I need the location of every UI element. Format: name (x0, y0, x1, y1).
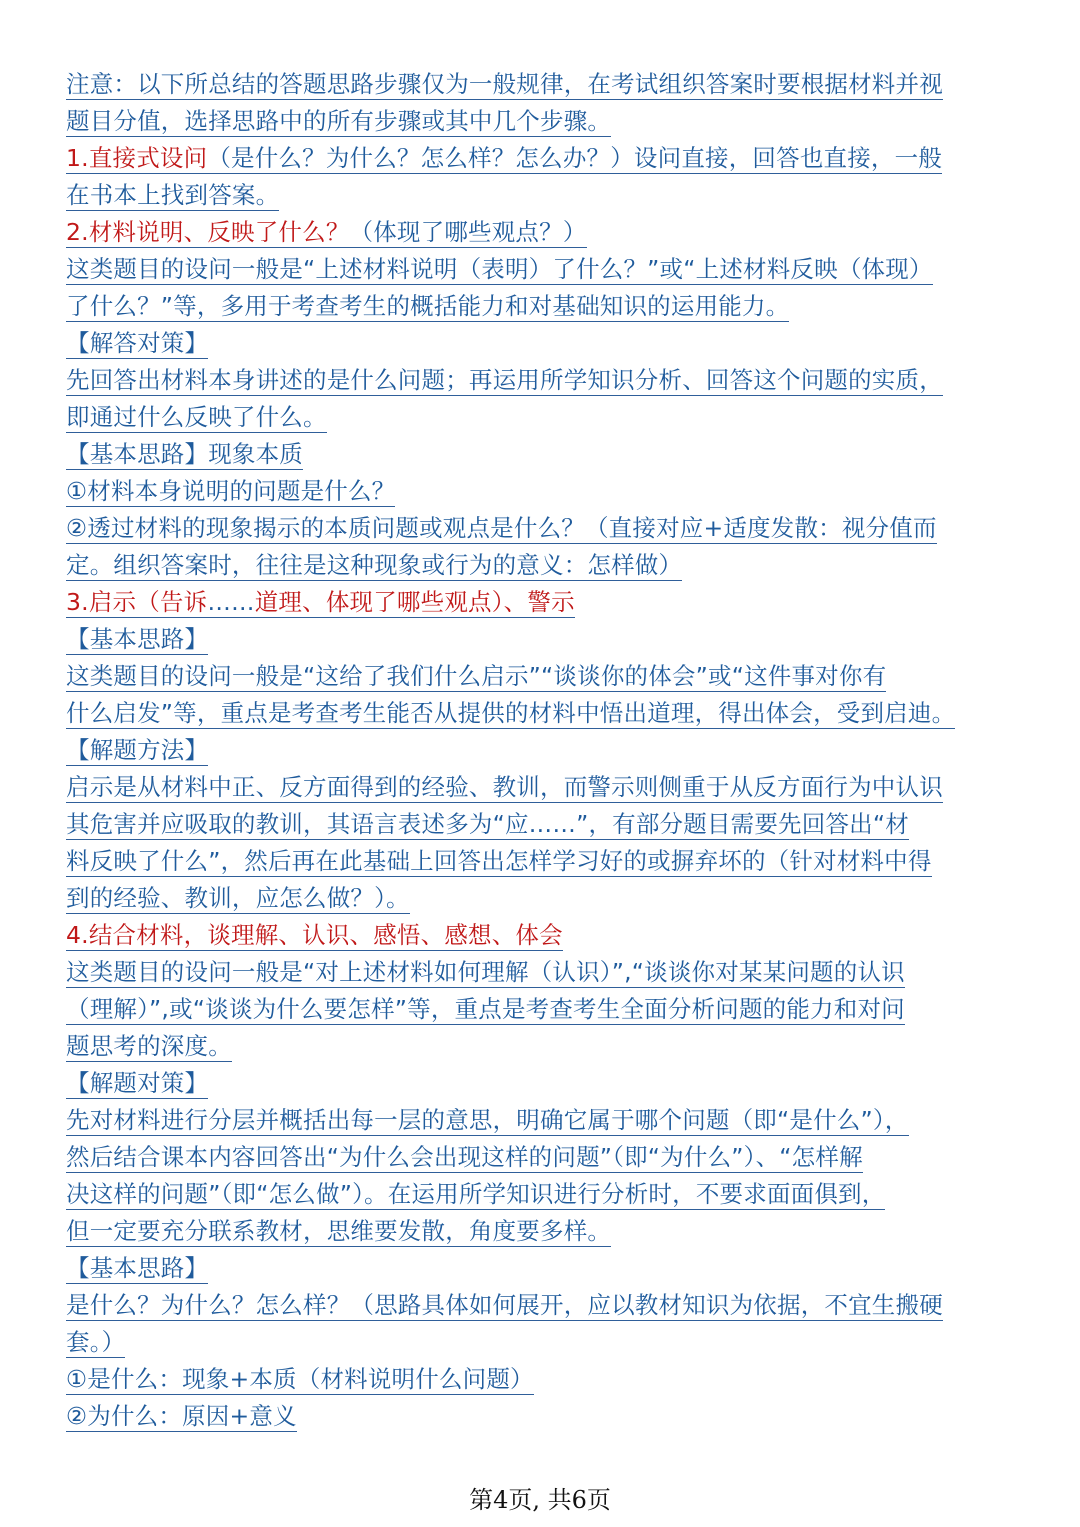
text-line (66, 1250, 1026, 1287)
body-segment: …… (207, 588, 255, 616)
underlined-text (66, 144, 942, 174)
body-segment: 先对材料进行分层并概括出每一层的意思，明确它属于哪个问题（即“是什么”）， (66, 1106, 909, 1134)
body-segment: ②透过材料的现象揭示的本质问题或观点是什么？（直接对应+适度发散：视分值而 (66, 514, 937, 542)
underlined-text (66, 292, 789, 322)
underlined-text (66, 625, 208, 655)
underlined-text (66, 588, 575, 618)
underlined-text (66, 181, 279, 211)
underlined-text (66, 1180, 885, 1210)
body-segment: 注意：以下所总结的答题思路步骤仅为一般规律，在考试组织答案时要根据材料并视 (66, 70, 943, 98)
body-segment: 【基本思路】现象本质 (66, 440, 303, 468)
underlined-text (66, 884, 410, 914)
text-line (66, 399, 1026, 436)
underlined-text (66, 958, 905, 988)
body-segment: 到的经验、教训，应怎么做？）。 (66, 884, 410, 912)
body-segment: 【解答对策】 (66, 329, 209, 357)
text-line (66, 954, 1026, 991)
text-line (66, 991, 1026, 1028)
text-line (66, 251, 1026, 288)
body-segment: 【解题对策】 (66, 1069, 209, 1097)
heading-segment: 3.启示（告诉 (66, 588, 208, 616)
underlined-text (66, 773, 943, 803)
heading-segment: 2.材料说明、反映了什么？ (66, 218, 350, 246)
document-body (66, 66, 1026, 1435)
text-line (66, 103, 1026, 140)
text-line (66, 917, 1026, 954)
underlined-text (66, 551, 682, 581)
body-segment: 即通过什么反映了什么。 (66, 403, 327, 431)
underlined-text (66, 1106, 909, 1136)
body-segment: 然后结合课本内容回答出“为什么会出现这样的问题”（即“为什么”）、“怎样解 (66, 1143, 863, 1171)
text-line (66, 362, 1026, 399)
body-segment: （体现了哪些观点？） (349, 218, 587, 246)
underlined-text (66, 1254, 208, 1284)
body-segment: 题思考的深度。 (66, 1032, 232, 1060)
text-line (66, 658, 1026, 695)
heading-segment: 1.直接式设问 (66, 144, 208, 172)
underlined-text (66, 847, 932, 877)
body-segment: 【基本思路】 (66, 1254, 209, 1282)
heading-segment: 道理、体现了哪些观点）、警示 (254, 588, 575, 616)
text-line (66, 806, 1026, 843)
body-segment: （理解）”,或“谈谈为什么要怎样”等，重点是考查考生全面分析问题的能力和对问 (66, 995, 905, 1023)
text-line (66, 584, 1026, 621)
text-line (66, 140, 1026, 177)
text-line (66, 621, 1026, 658)
underlined-text (66, 366, 943, 396)
text-line (66, 1287, 1026, 1324)
underlined-text (66, 810, 909, 840)
body-segment: 料反映了什么”，然后再在此基础上回答出怎样学习好的或摒弃坏的（针对材料中得 (66, 847, 932, 875)
text-line (66, 732, 1026, 769)
underlined-text (66, 1069, 208, 1099)
heading-segment: 4.结合材料，谈理解、认识、感悟、感想、体会 (66, 921, 563, 949)
text-line (66, 1176, 1026, 1213)
underlined-text (66, 662, 886, 692)
underlined-text (66, 477, 395, 507)
body-segment: 是什么？为什么？怎么样？（思路具体如何展开，应以教材知识为依据，不宜生搬硬 (66, 1291, 943, 1319)
body-segment: 了什么？”等，多用于考查考生的概括能力和对基础知识的运用能力。 (66, 292, 790, 320)
body-segment: 先回答出材料本身讲述的是什么问题；再运用所学知识分析、回答这个问题的实质， (66, 366, 943, 394)
underlined-text (66, 329, 208, 359)
underlined-text (66, 1402, 297, 1432)
text-line (66, 214, 1026, 251)
text-line (66, 1324, 1026, 1361)
text-line (66, 880, 1026, 917)
body-segment: 什么启发”等，重点是考查考生能否从提供的材料中悟出道理，得出体会，受到启迪。 (66, 699, 956, 727)
text-line (66, 769, 1026, 806)
underlined-text (66, 107, 611, 137)
body-segment: 但一定要充分联系教材，思维要发散，角度要多样。 (66, 1217, 612, 1245)
underlined-text (66, 403, 327, 433)
body-segment: 这类题目的设问一般是“上述材料说明（表明）了什么？”或“上述材料反映（体现） (66, 255, 933, 283)
text-line (66, 325, 1026, 362)
body-segment: ②为什么：原因+意义 (66, 1402, 297, 1430)
text-line (66, 66, 1026, 103)
body-segment: 其危害并应吸取的教训，其语言表述多为“应……”，有部分题目需要先回答出“材 (66, 810, 909, 838)
text-line (66, 177, 1026, 214)
body-segment: 【基本思路】 (66, 625, 209, 653)
page-footer: 第4页, 共6页 (469, 1486, 611, 1514)
body-segment: ①是什么：现象+本质（材料说明什么问题） (66, 1365, 534, 1393)
underlined-text (66, 921, 563, 951)
body-segment: 【解题方法】 (66, 736, 209, 764)
text-line (66, 1065, 1026, 1102)
text-line (66, 473, 1026, 510)
text-line (66, 1139, 1026, 1176)
text-line (66, 1028, 1026, 1065)
underlined-text (66, 699, 955, 729)
body-segment: 这类题目的设问一般是“对上述材料如何理解（认识）”,“谈谈你对某某问题的认识 (66, 958, 905, 986)
underlined-text (66, 1365, 534, 1395)
text-line (66, 547, 1026, 584)
underlined-text (66, 514, 937, 544)
underlined-text (66, 736, 208, 766)
text-line (66, 1213, 1026, 1250)
body-segment: 这类题目的设问一般是“这给了我们什么启示”“谈谈你的体会”或“这件事对你有 (66, 662, 887, 690)
body-segment: 定。组织答案时，往往是这种现象或行为的意义：怎样做） (66, 551, 683, 579)
underlined-text (66, 1291, 943, 1321)
text-line (66, 510, 1026, 547)
text-line (66, 1361, 1026, 1398)
underlined-text (66, 995, 905, 1025)
underlined-text (66, 440, 303, 470)
body-segment: 在书本上找到答案。 (66, 181, 280, 209)
text-line (66, 1398, 1026, 1435)
underlined-text (66, 70, 943, 100)
text-line (66, 436, 1026, 473)
underlined-text (66, 218, 587, 248)
text-line (66, 288, 1026, 325)
underlined-text (66, 1032, 232, 1062)
text-line (66, 695, 1026, 732)
body-segment: 启示是从材料中正、反方面得到的经验、教训，而警示则侧重于从反方面行为中认识 (66, 773, 943, 801)
body-segment: 题目分值，选择思路中的所有步骤或其中几个步骤。 (66, 107, 612, 135)
body-segment: ①材料本身说明的问题是什么？ (66, 477, 396, 505)
text-line (66, 1102, 1026, 1139)
underlined-text (66, 1328, 125, 1358)
body-segment: 套。） (66, 1328, 126, 1356)
body-segment: 决这样的问题”（即“怎么做”）。在运用所学知识进行分析时，不要求面面俱到， (66, 1180, 886, 1208)
underlined-text (66, 1217, 611, 1247)
underlined-text (66, 255, 933, 285)
text-line (66, 843, 1026, 880)
body-segment: （是什么？为什么？怎么样？怎么办？）设问直接，回答也直接，一般 (207, 144, 943, 172)
underlined-text (66, 1143, 863, 1173)
